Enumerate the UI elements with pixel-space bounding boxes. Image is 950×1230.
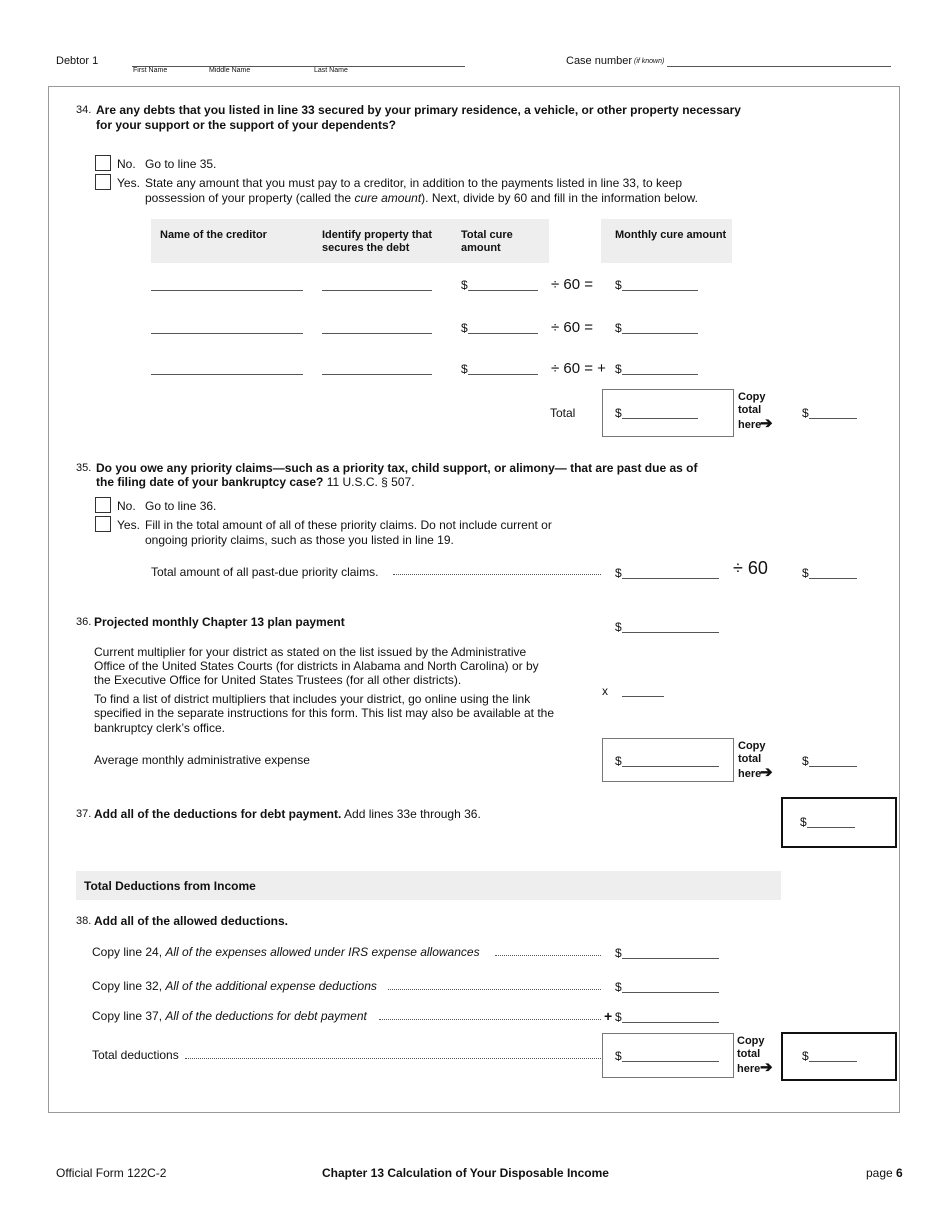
q36-avg-field[interactable] [622,754,719,767]
dollar-sign: $ [615,946,622,960]
plus-sign: + [604,1008,613,1024]
q34-question-line2: for your support or the support of your dependents? [96,118,396,132]
q34-no-label: No. [117,157,136,171]
total-label: total [738,404,762,416]
q38-total-field[interactable] [622,1049,719,1062]
case-number-field[interactable] [667,52,891,67]
divide-60: ÷ 60 [733,558,768,578]
q34-question-line1: Are any debts that you listed in line 33 secured by your primary residence, a vehicle, or other property necessary [96,103,741,117]
property-field[interactable] [322,362,432,375]
q38-line24: Copy line 24, All of the expenses allowed under IRS expense allowances [92,945,480,959]
dot-leader [388,979,601,990]
dollar-sign: $ [802,406,809,420]
q34-yes-checkbox[interactable] [95,174,111,190]
q34-copied-total-field[interactable] [809,406,857,419]
q35-question-line1: Do you owe any priority claims—such as a priority tax, child support, or alimony— that are past due as of [96,461,698,475]
q38-total-label: Total deductions [92,1048,179,1062]
col-total-line1: Total cure [461,229,513,241]
creditor-name-field[interactable] [151,321,303,334]
q37-text: Add all of the deductions for debt payment. Add lines 33e through 36. [94,807,481,821]
middle-name-caption: Middle Name [209,67,251,74]
total-cure-field[interactable] [468,362,538,375]
dollar-sign: $ [800,815,807,829]
section-title: Total Deductions from Income [84,879,256,893]
q35-no-text: Go to line 36. [145,499,217,513]
q38-line37: Copy line 37, All of the deductions for debt payment [92,1009,367,1023]
creditor-name-field[interactable] [151,278,303,291]
q36-number: 36. [76,616,92,628]
here-label: here [737,1063,761,1075]
dollar-sign: $ [461,362,468,376]
dollar-sign: $ [802,566,809,580]
divide-60: ÷ 60 = [551,276,594,293]
q37-number: 37. [76,808,92,820]
q36-multiplier-line1: Current multiplier for your district as stated on the list issued by the Administrative [94,645,527,659]
dollar-sign: $ [615,980,622,994]
footer-page: page 6 [866,1166,903,1180]
here-label: here [738,419,762,431]
dollar-sign: $ [615,1049,622,1063]
q36-plan-payment-field[interactable] [622,620,719,633]
dollar-sign: $ [802,754,809,768]
col-property-line1: Identify property that [322,229,433,241]
total-label: total [737,1048,761,1060]
dollar-sign: $ [615,754,622,768]
q35-yes-line2: ongoing priority claims, such as those you listed in line 19. [145,533,454,547]
col-total-line2: amount [461,242,501,254]
dollar-sign: $ [461,321,468,335]
last-name-caption: Last Name [314,67,348,74]
q35-question-line2: the filing date of your bankruptcy case? 11 U.S.C. § 507. [96,475,415,489]
monthly-cure-field[interactable] [622,362,698,375]
debtor-name-field[interactable] [132,52,465,67]
header [0,0,950,80]
q35-yes-line1: Fill in the total amount of all of these priority claims. Do not include current or [145,518,552,532]
property-field[interactable] [322,321,432,334]
q34-yes-text-line2: possession of your property (called the cure amount). Next, divide by 60 and fill in the information below. [145,191,698,205]
right-arrow-icon: ➔ [760,1059,773,1076]
debtor-label: Debtor 1 [56,55,99,67]
copy-label: Copy [738,740,766,752]
q38-number: 38. [76,915,92,927]
footer-title: Chapter 13 Calculation of Your Disposable Income [322,1166,609,1180]
q36-multiplier-line3: the Executive Office for United States Trustees (for all other districts). [94,673,462,687]
here-label: here [738,768,762,780]
dollar-sign: $ [615,406,622,420]
q38-line32: Copy line 32, All of the additional expense deductions [92,979,377,993]
col-monthly: Monthly cure amount [615,229,727,241]
divide-60-plus: ÷ 60 = + [551,360,606,377]
q38-line37-field[interactable] [622,1010,719,1023]
q35-monthly-field[interactable] [809,566,857,579]
copy-label: Copy [738,391,766,403]
q36-avg-label: Average monthly administrative expense [94,753,310,767]
q37-total-field[interactable] [807,815,855,828]
q34-no-checkbox[interactable] [95,155,111,171]
monthly-cure-field[interactable] [622,278,698,291]
dollar-sign: $ [615,278,622,292]
q35-no-label: No. [117,499,136,513]
q38-line24-field[interactable] [622,946,719,959]
dollar-sign: $ [615,1010,622,1024]
if-known-caption: (if known) [634,58,665,65]
total-cure-field[interactable] [468,321,538,334]
col-creditor: Name of the creditor [160,229,267,241]
dollar-sign: $ [615,566,622,580]
q35-total-label: Total amount of all past-due priority claims. [151,565,379,579]
q36-multiplier-field[interactable] [622,684,664,697]
q35-total-field[interactable] [622,566,719,579]
q34-yes-text-line1: State any amount that you must pay to a creditor, in addition to the payments listed in line 33, to keep [145,176,682,190]
divide-60: ÷ 60 = [551,319,594,336]
q35-yes-label: Yes. [117,518,140,532]
multiply-sign: x [602,684,608,698]
dot-leader [393,564,601,575]
q34-total-label: Total [550,406,576,420]
q36-find-line1: To find a list of district multipliers that includes your district, go online using the link [94,692,531,706]
q35-yes-checkbox[interactable] [95,516,111,532]
q38-line32-field[interactable] [622,980,719,993]
col-property-line2: secures the debt [322,242,410,254]
right-arrow-icon: ➔ [760,764,773,781]
dollar-sign: $ [615,321,622,335]
q36-find-line2: specified in the separate instructions for this form. This list may also be available at the [94,706,555,720]
total-cure-field[interactable] [468,278,538,291]
total-label: total [738,753,762,765]
dot-leader [495,945,601,956]
dollar-sign: $ [615,620,622,634]
dollar-sign: $ [461,278,468,292]
q38-final-field[interactable] [809,1049,857,1062]
creditor-name-field[interactable] [151,362,303,375]
q34-number: 34. [76,104,92,116]
copy-label: Copy [737,1035,765,1047]
dot-leader [185,1048,601,1059]
monthly-cure-field[interactable] [622,321,698,334]
case-number-label: Case number [566,55,633,67]
dollar-sign: $ [615,362,622,376]
q36-title: Projected monthly Chapter 13 plan payment [94,615,345,629]
q36-multiplier-line2: Office of the United States Courts (for districts in Alabama and North Carolina) or by [94,659,539,673]
right-arrow-icon: ➔ [760,415,773,432]
q36-copied-field[interactable] [809,754,857,767]
q34-yes-label: Yes. [117,176,140,190]
property-field[interactable] [322,278,432,291]
footer-form-name: Official Form 122C-2 [56,1166,167,1180]
dollar-sign: $ [802,1049,809,1063]
q34-no-text: Go to line 35. [145,157,217,171]
q35-number: 35. [76,462,92,474]
dot-leader [379,1009,601,1020]
q36-find-line3: bankruptcy clerk’s office. [94,721,225,735]
q34-total-field[interactable] [622,406,698,419]
first-name-caption: First Name [133,67,168,74]
q35-no-checkbox[interactable] [95,497,111,513]
q38-title: Add all of the allowed deductions. [94,914,289,928]
